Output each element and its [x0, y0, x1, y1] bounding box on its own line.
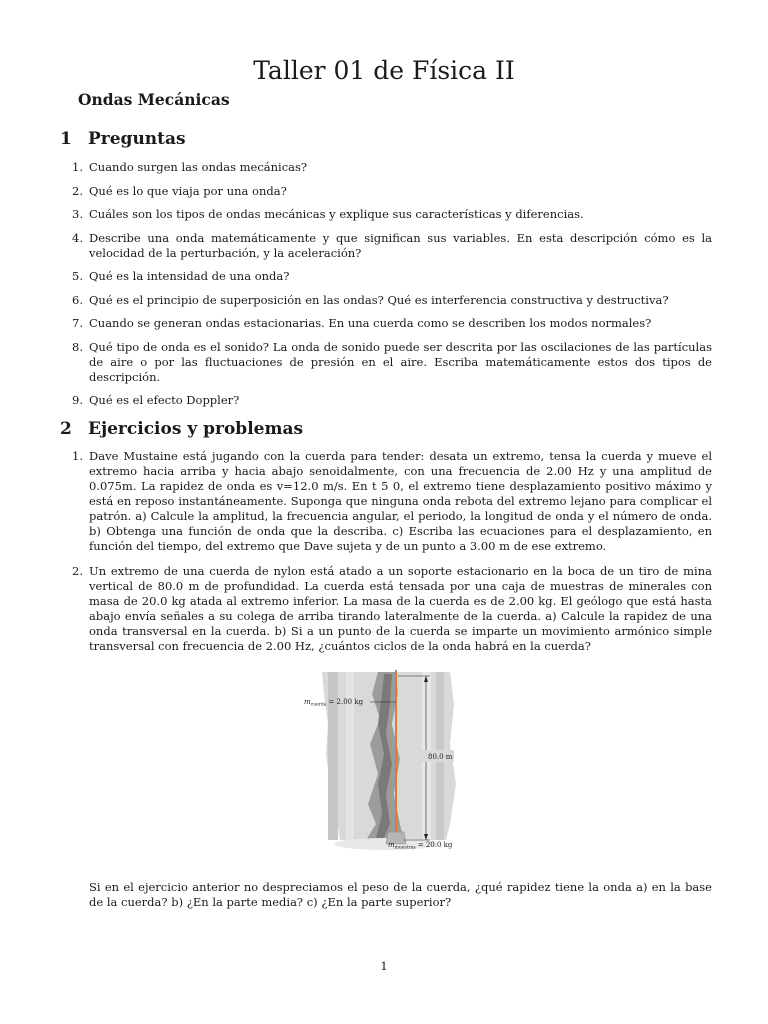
list-item — [60, 564, 712, 654]
list-item — [60, 207, 712, 222]
followup-paragraph: Si en el ejercicio anterior no despreciamos el peso de la cuerda, ¿qué rapidez tiene la onda a) en la base de la cuerda? b) ¿En la parte media? c) ¿En la parte superior? — [89, 880, 712, 909]
list-item — [60, 160, 712, 175]
depth-label: 80.0 m — [428, 753, 453, 761]
section-1-title: Preguntas — [88, 129, 186, 149]
section-2-number: 2 — [60, 419, 72, 439]
sample-mass-symbol: m — [388, 841, 395, 849]
list-item — [60, 184, 712, 199]
exercises-list — [60, 449, 712, 664]
section-1-number: 1 — [60, 129, 72, 149]
item-number: 6. — [72, 292, 83, 307]
list-item — [60, 449, 712, 554]
item-number: 2. — [72, 564, 83, 578]
item-text: Cuando se generan ondas estacionarias. En una cuerda como se describen los modos normales? — [89, 316, 652, 330]
list-item — [60, 269, 712, 284]
item-text: Dave Mustaine está jugando con la cuerda para tender: desata un extremo, tensa la cuerda y mueve el extremo hacia arriba y hacia abajo senoidalmente, con una frecuencia de 2.00 Hz y una amplitud de 0.075m. La rapidez de onda es v=12.0 m/s. En t 5 0, el extremo tiene desplazamiento positivo máximo y está en reposo instantáneamente. Suponga que ninguna onda rebota del extremo lejano para complicar el patrón. a) Calcule la amplitud, la frecuencia angular, el periodo, la longitud de onda y el número de onda. b) Obtenga una función de onda que la describa. c) Escriba las ecuaciones para el desplazamiento, en función del tiempo, del extremo que Dave sujeta y de un punto a 3.00 m de ese extremo. — [89, 449, 712, 553]
item-number: 2. — [72, 183, 83, 198]
item-text: Describe una onda matemáticamente y que significan sus variables. En esta descripción cómo es la velocidad de la perturbación, y la aceleración? — [89, 230, 712, 260]
item-text: Qué tipo de onda es el sonido? La onda de sonido puede ser descrita por las oscilaciones de las partículas de aire o por las fluctuaciones de presión en el aire. Escriba matemáticamente estos dos tipos de descripción. — [89, 339, 712, 384]
section-1-heading — [60, 129, 186, 149]
mine-shaft-figure — [300, 664, 470, 856]
item-number: 5. — [72, 269, 83, 283]
item-text: Qué es el efecto Doppler? — [89, 393, 240, 407]
list-item — [60, 340, 712, 385]
rope-mass-symbol: m — [304, 698, 311, 706]
list-item — [60, 393, 712, 408]
list-item — [60, 231, 712, 261]
item-number: 1. — [72, 160, 83, 174]
mine-shaft-illustration — [300, 664, 470, 856]
item-number: 3. — [72, 207, 83, 221]
page-number: 1 — [380, 959, 388, 973]
section-2-heading — [60, 419, 303, 439]
item-text: Qué es el principio de superposición en las ondas? Qué es interferencia constructiva y destructiva? — [89, 292, 669, 307]
rope-mass-subscript: cuerda — [310, 702, 327, 708]
questions-list — [60, 160, 712, 417]
item-number: 9. — [72, 393, 83, 407]
document-subtitle: Ondas Mecánicas — [78, 90, 230, 109]
section-2-title: Ejercicios y problemas — [88, 419, 304, 439]
item-text: Qué es la intensidad de una onda? — [89, 269, 290, 283]
item-number: 4. — [72, 230, 83, 245]
sample-mass-value: = 20.0 kg — [417, 841, 453, 849]
document-title: Taller 01 de Física II — [253, 56, 515, 85]
item-text: Cuáles son los tipos de ondas mecánicas y explique sus características y diferencias. — [89, 207, 584, 221]
list-item — [60, 293, 712, 308]
item-number: 7. — [72, 316, 83, 330]
item-text: Un extremo de una cuerda de nylon está atado a un soporte estacionario en la boca de un tiro de mina vertical de 80.0 m de profundidad. La cuerda está tensada por una caja de muestras de minerales con masa de 20.0 kg atada al extremo inferior. La masa de la cuerda es de 2.00 kg. El geólogo que está hasta abajo envía señales a su colega de arriba tirando lateralmente de la cuerda. a) Calcule la rapidez de una onda transversal en la cuerda. b) Si a un punto de la cuerda se imparte un movimiento armónico simple transversal con frecuencia de 2.00 Hz, ¿cuántos ciclos de la onda habrá en la cuerda? — [89, 564, 712, 653]
list-item — [60, 316, 712, 331]
item-number: 8. — [72, 339, 83, 354]
item-number: 1. — [72, 449, 83, 463]
item-text: Cuando surgen las ondas mecánicas? — [89, 160, 308, 174]
rope-mass-value: = 2.00 kg — [328, 698, 364, 706]
sample-mass-subscript: muestras — [394, 845, 416, 851]
item-text: Qué es lo que viaja por una onda? — [89, 183, 287, 198]
